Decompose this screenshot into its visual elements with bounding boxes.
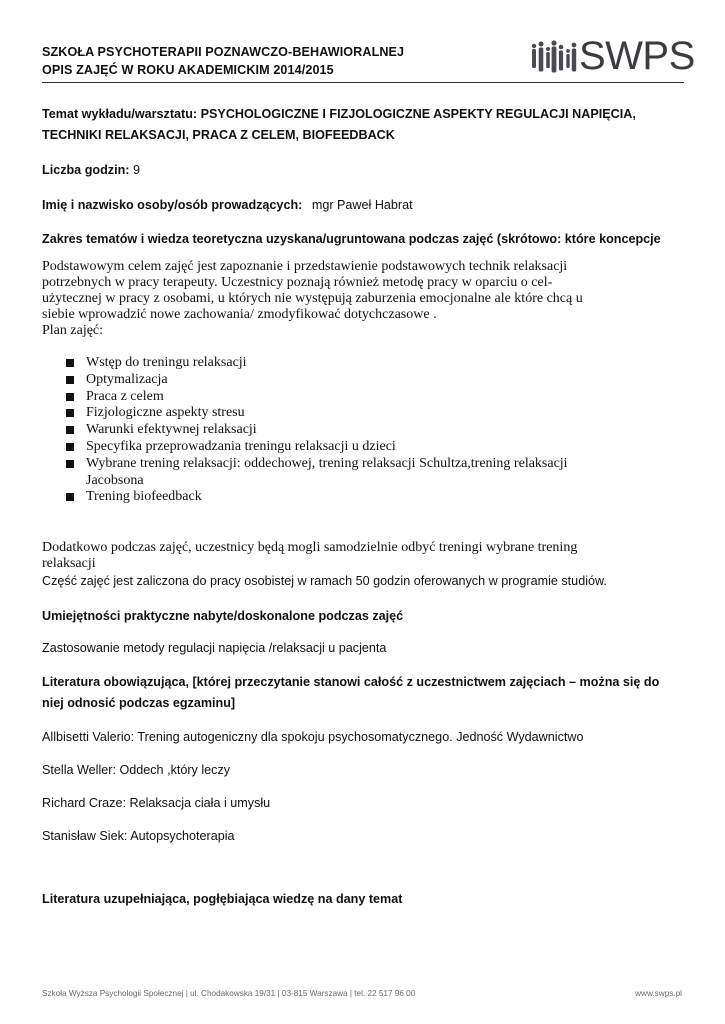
scope-heading: Zakres tematów i wiedza teoretyczna uzyskana/ugruntowana podczas zajęć (skrótowo: które koncepcje	[42, 232, 661, 246]
bullet-square-icon	[66, 409, 74, 417]
skills-heading: Umiejętności praktyczne nabyte/doskonalone podczas zajęć	[42, 609, 404, 624]
literature-heading-line-2: niej odnosić podczas egzaminu]	[42, 696, 236, 711]
literature-item: Stella Weller: Oddech ,który leczy	[42, 763, 231, 778]
literature-item: Allbisetti Valerio: Trening autogeniczny dla spokoju psychosomatycznego. Jedność Wydawnictwo	[42, 730, 584, 745]
header-line-2: OPIS ZAJĘĆ W ROKU AKADEMICKIM 2014/2015	[42, 63, 334, 77]
plan-list	[66, 355, 682, 506]
description-line: użytecznej w pracy z osobami, u których nie występują zaburzenia emocjonalne ale które chcą u	[42, 291, 583, 306]
topic-line-2: TECHNIKI RELAKSACJI, PRACA Z CELEM, BIOFEEDBACK	[42, 128, 395, 142]
literature-heading-line-1: Literatura obowiązująca, [której przeczytanie stanowi całość z uczestnictwem zajęciach – można się do	[42, 675, 660, 690]
bullet-square-icon	[66, 493, 74, 501]
plan-label: Plan zajęć:	[42, 323, 104, 338]
header-line-1: SZKOŁA PSYCHOTERAPII POZNAWCZO-BEHAWIORALNEJ	[42, 45, 405, 59]
plan-item: Specyfika przeprowadzania treningu relaksacji u dzieci	[66, 439, 682, 456]
lecturer-label: Imię i nazwisko osoby/osób prowadzących:	[42, 198, 303, 212]
description-line: siebie wprowadzić nowe zachowania/ zmodyfikować dotychczasowe .	[42, 307, 437, 322]
skills-text: Zastosowanie metody regulacji napięcia /relaksacji u pacjenta	[42, 641, 387, 656]
additional-line-2: relaksacji	[42, 556, 96, 572]
additional-info	[42, 540, 682, 572]
literature-item: Richard Craze: Relaksacja ciała i umysłu	[42, 796, 271, 811]
hours-label: Liczba godzin:	[42, 163, 130, 177]
topic-block	[42, 104, 682, 146]
plan-item: Fizjologiczne aspekty stresu	[66, 405, 682, 422]
additional-line-3: Część zajęć jest zaliczona do pracy osobistej w ramach 50 godzin oferowanych w programie studiów.	[42, 574, 607, 589]
people-silhouettes-icon	[530, 40, 580, 78]
document-body	[42, 104, 682, 908]
description-line: potrzebnych w pracy terapeuty. Uczestnicy poznają również metodę pracy w oparciu o cel-	[42, 275, 553, 290]
lecturer-value: mgr Paweł Habrat	[311, 198, 413, 212]
header-title	[42, 43, 404, 79]
footer-website: www.swps.pl	[635, 989, 682, 998]
footer-address: Szkoła Wyższa Psychologii Społecznej | ul. Chodakowska 19/31 | 03-815 Warszawa | tel. 22 517 96 00	[42, 989, 416, 998]
plan-item: Wstęp do treningu relaksacji	[66, 355, 682, 372]
bullet-square-icon	[66, 443, 74, 451]
plan-item: Warunki efektywnej relaksacji	[66, 422, 682, 439]
bullet-square-icon	[66, 359, 74, 367]
course-description	[42, 259, 682, 339]
bullet-square-icon	[66, 426, 74, 434]
bullet-square-icon	[66, 393, 74, 401]
plan-item: Trening biofeedback	[66, 489, 682, 506]
supplementary-literature-heading: Literatura uzupełniająca, pogłębiająca wiedzę na dany temat	[42, 892, 403, 907]
swps-logo	[530, 34, 695, 78]
lecturer-row	[42, 196, 682, 214]
bullet-square-icon	[66, 460, 74, 468]
additional-line-1: Dodatkowo podczas zajęć, uczestnicy będą mogli samodzielnie odbyć treningi wybrane trening	[42, 540, 578, 556]
plan-item: Wybrane trening relaksacji: oddechowej, trening relaksacji Schultza,trening relaksacji Jacobsona	[66, 456, 682, 490]
plan-item: Optymalizacja	[66, 372, 682, 389]
plan-item-continuation: Jacobsona	[86, 472, 144, 488]
hours-row	[42, 161, 682, 179]
swps-logo-text: SWPS	[579, 34, 695, 78]
document-footer	[42, 989, 682, 998]
literature-item: Stanisław Siek: Autopsychoterapia	[42, 829, 235, 844]
bullet-square-icon	[66, 376, 74, 384]
header-divider	[42, 82, 684, 83]
document-header	[42, 34, 695, 84]
hours-value: 9	[132, 163, 140, 177]
description-line: Podstawowym celem zajęć jest zapoznanie i przedstawienie podstawowych technik relaksacji	[42, 259, 568, 274]
literature-heading	[42, 672, 682, 714]
plan-item: Praca z celem	[66, 389, 682, 406]
topic-line-1: Temat wykładu/warsztatu: PSYCHOLOGICZNE I FIZJOLOGICZNE ASPEKTY REGULACJI NAPIĘCIA,	[42, 107, 636, 121]
